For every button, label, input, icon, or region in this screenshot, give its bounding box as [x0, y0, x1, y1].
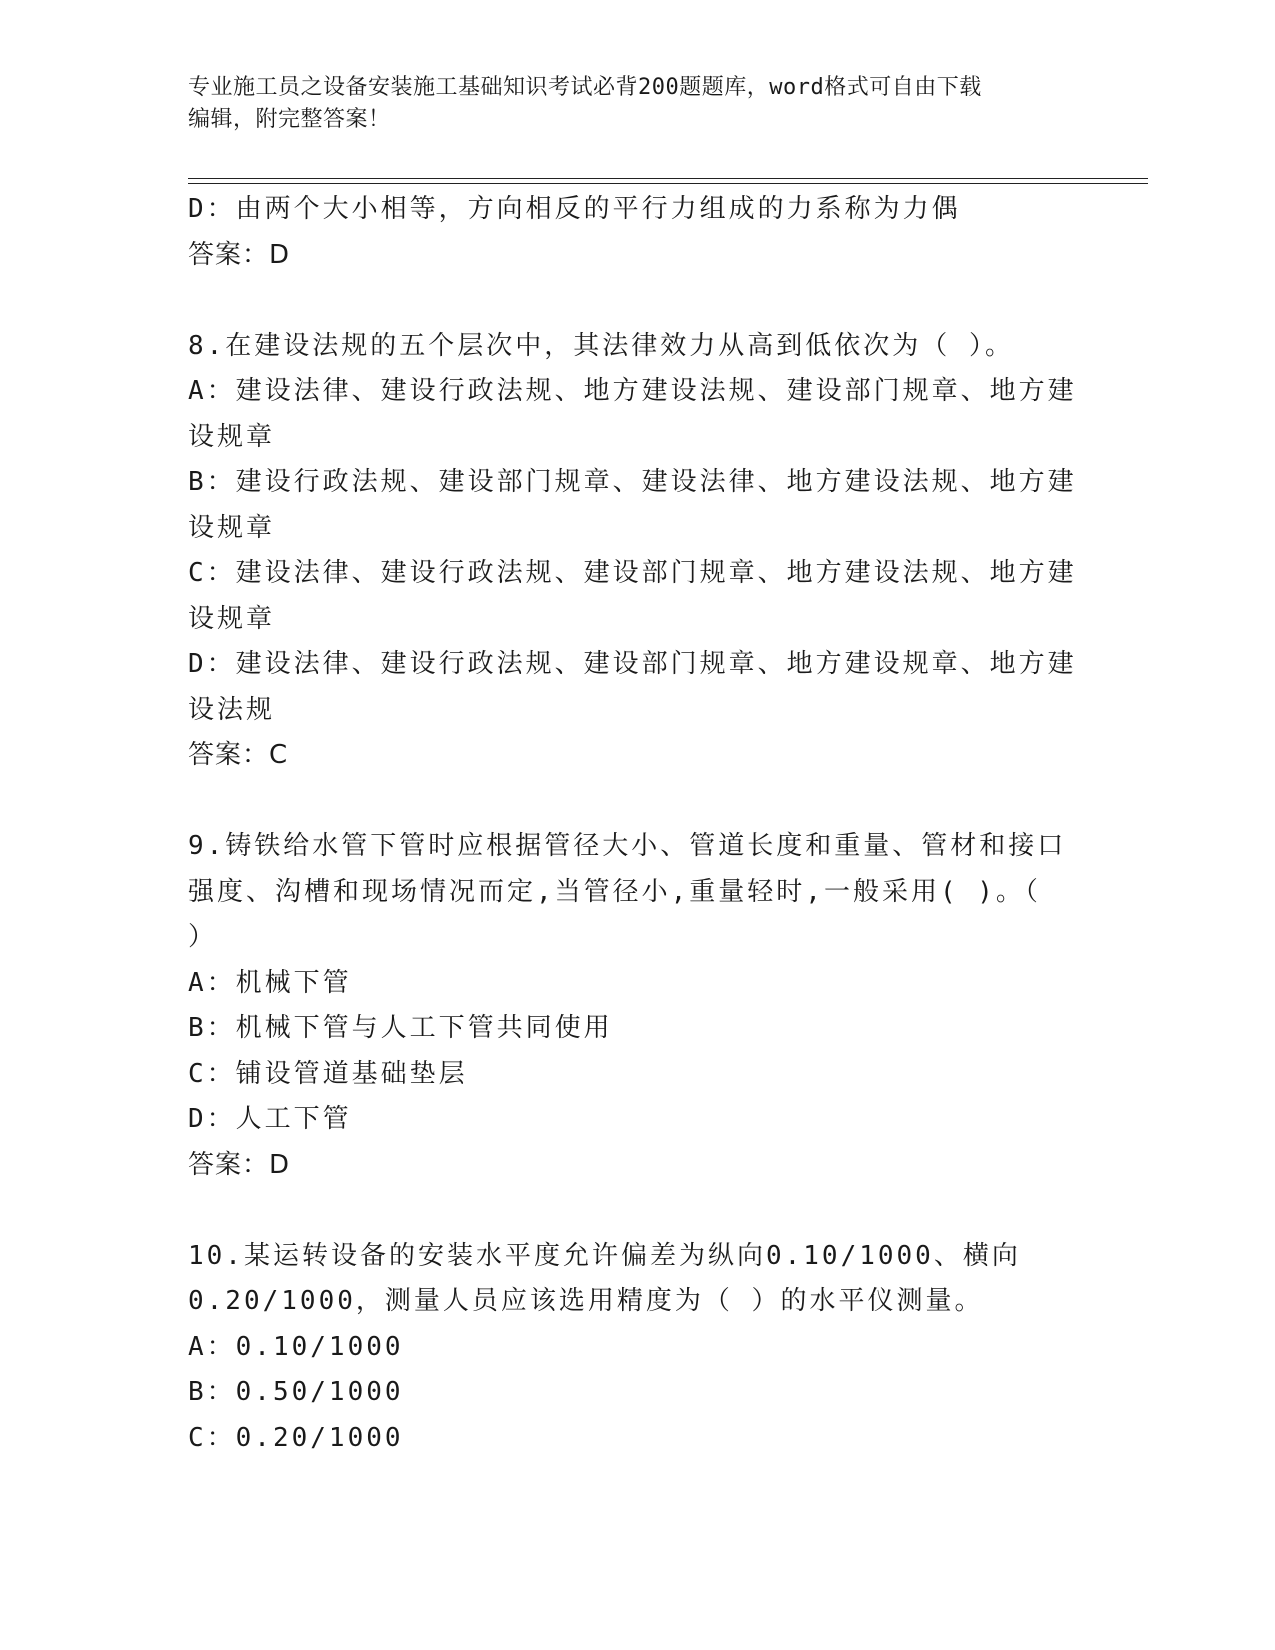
previous-question-tail: [188, 187, 1088, 278]
question-stem: 10.某运转设备的安装水平度允许偏差为纵向0.10/1000、横向: [188, 1240, 1021, 1271]
question-10: [188, 1234, 1088, 1462]
question-8: [188, 324, 1088, 779]
option-d-cont: 设法规: [188, 694, 276, 725]
option-b-cont: 设规章: [188, 512, 276, 543]
option-d: D：建设法律、建设行政法规、建设部门规章、地方建设规章、地方建: [188, 649, 1077, 679]
option-a: A：0.10/1000: [188, 1331, 404, 1362]
option-b: B：建设行政法规、建设部门规章、建设法律、地方建设法规、地方建: [188, 467, 1077, 497]
option-c: C：建设法律、建设行政法规、建设部门规章、地方建设法规、地方建: [188, 558, 1077, 588]
option-d: D：人工下管: [188, 1104, 352, 1134]
option-a-cont: 设规章: [188, 421, 276, 452]
option-c: C：0.20/1000: [188, 1422, 404, 1453]
option-c: C：铺设管道基础垫层: [188, 1058, 468, 1089]
question-stem-cont: 0.20/1000，测量人员应该选用精度为（ ）的水平仪测量。: [188, 1286, 984, 1316]
option-c-cont: 设规章: [188, 603, 276, 634]
question-9: [188, 824, 1088, 1188]
header-line-2: 编辑，附完整答案！: [188, 107, 391, 132]
spacer: [188, 278, 1088, 324]
option-b: B：机械下管与人工下管共同使用: [188, 1013, 613, 1043]
page-header: [188, 72, 1088, 136]
header-divider: [188, 178, 1148, 184]
option-a: A：机械下管: [188, 967, 352, 998]
question-stem-cont: 强度、沟槽和现场情况而定,当管径小,重量轻时,一般采用( )。（: [188, 876, 1041, 907]
option-a: A：建设法律、建设行政法规、地方建设法规、建设部门规章、地方建: [188, 376, 1077, 406]
answer: 答案：D: [188, 239, 291, 270]
question-stem: 8.在建设法规的五个层次中，其法律效力从高到低依次为（ ）。: [188, 330, 1014, 361]
spacer: [188, 779, 1088, 825]
option-d: D：由两个大小相等，方向相反的平行力组成的力系称为力偶: [188, 194, 961, 224]
question-stem-cont: ）: [188, 922, 218, 952]
answer: 答案：C: [188, 740, 289, 770]
spacer: [188, 1188, 1088, 1234]
question-content: [188, 187, 1088, 1461]
header-line-1: 专业施工员之设备安装施工基础知识考试必背200题题库，word格式可自由下载: [188, 75, 982, 100]
answer: 答案：D: [188, 1149, 291, 1180]
option-b: B：0.50/1000: [188, 1377, 404, 1407]
question-stem: 9.铸铁给水管下管时应根据管径大小、管道长度和重量、管材和接口: [188, 831, 1067, 861]
